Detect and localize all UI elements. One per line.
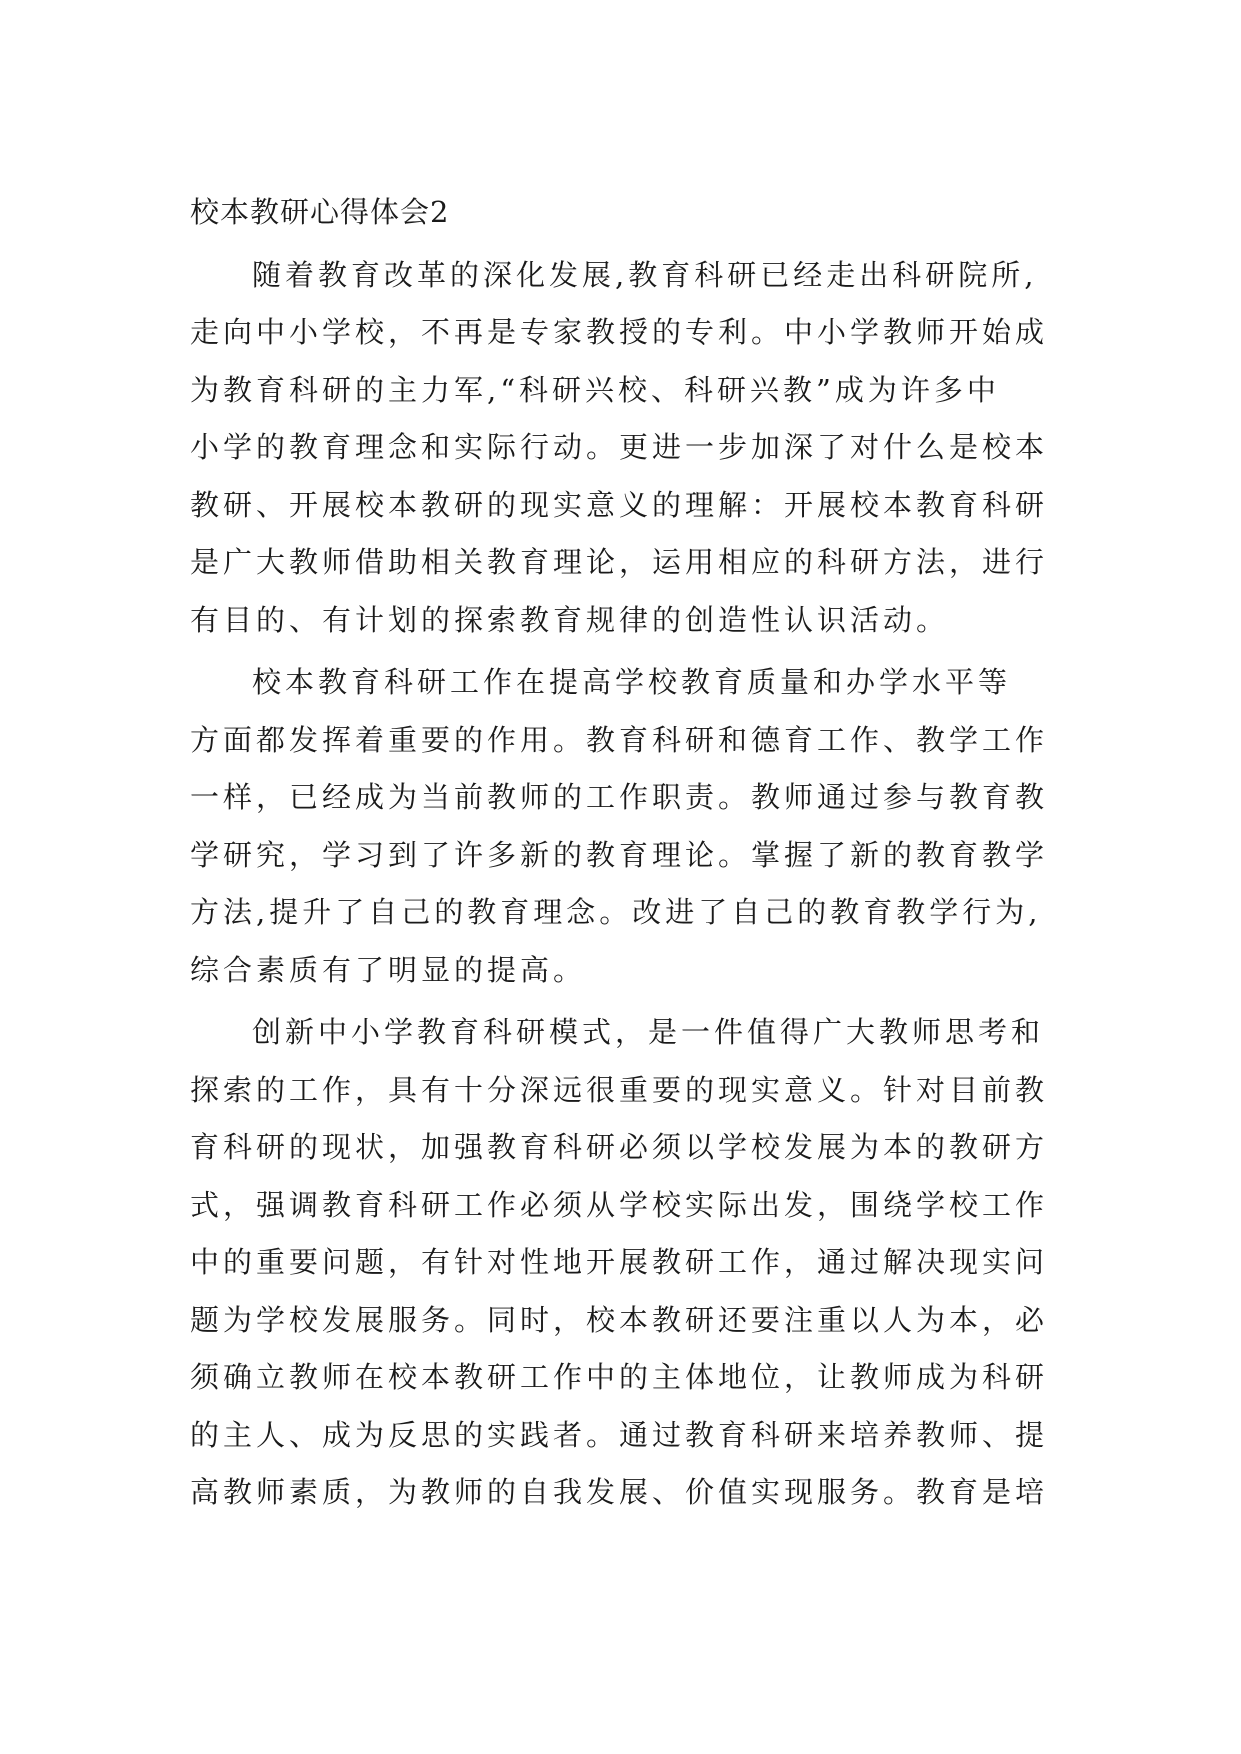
paragraph-3-line-4: 式，强调教育科研工作必须从学校实际出发，围绕学校工作: [190, 1188, 1049, 1222]
paragraph-3-line-3: 育科研的现状，加强教育科研必须以学校发展为本的教研方: [190, 1130, 1049, 1164]
paragraph-3-line-1: 创新中小学教育科研模式，是一件值得广大教师思考和: [252, 1015, 1045, 1049]
paragraph-3-line-7: 须确立教师在校本教研工作中的主体地位，让教师成为科研: [190, 1360, 1049, 1394]
paragraph-2-line-6: 综合素质有了明显的提高。: [190, 953, 587, 987]
paragraph-1-line-1: 随着教育改革的深化发展,教育科研已经走出科研院所,: [252, 258, 1038, 292]
paragraph-1-line-4: 小学的教育理念和实际行动。更进一步加深了对什么是校本: [190, 430, 1049, 464]
paragraph-3-line-8: 的主人、成为反思的实践者。通过教育科研来培养教师、提: [190, 1418, 1049, 1452]
paragraph-2-line-1: 校本教育科研工作在提高学校教育质量和办学水平等: [252, 665, 1012, 699]
document-title: 校本教研心得体会2: [190, 195, 450, 229]
paragraph-1-line-6: 是广大教师借助相关教育理论，运用相应的科研方法，进行: [190, 545, 1049, 579]
paragraph-3-line-2: 探索的工作，具有十分深远很重要的现实意义。针对目前教: [190, 1073, 1049, 1107]
paragraph-1-line-3: 为教育科研的主力军,“科研兴校、科研兴教”成为许多中: [190, 373, 1000, 407]
paragraph-2-line-2: 方面都发挥着重要的作用。教育科研和德育工作、教学工作: [190, 723, 1049, 757]
paragraph-3-line-5: 中的重要问题，有针对性地开展教研工作，通过解决现实问: [190, 1245, 1049, 1279]
paragraph-2-line-5: 方法,提升了自己的教育理念。改进了自己的教育教学行为,: [190, 895, 1042, 929]
paragraph-1-line-5: 教研、开展校本教研的现实意义的理解：开展校本教育科研: [190, 488, 1049, 522]
paragraph-1-line-7: 有目的、有计划的探索教育规律的创造性认识活动。: [190, 603, 950, 637]
paragraph-3-line-9: 高教师素质，为教师的自我发展、价值实现服务。教育是培: [190, 1475, 1049, 1509]
paragraph-2-line-4: 学研究，学习到了许多新的教育理论。掌握了新的教育教学: [190, 838, 1049, 872]
paragraph-2-line-3: 一样，已经成为当前教师的工作职责。教师通过参与教育教: [190, 780, 1049, 814]
paragraph-3-line-6: 题为学校发展服务。同时，校本教研还要注重以人为本，必: [190, 1303, 1049, 1337]
paragraph-1-line-2: 走向中小学校，不再是专家教授的专利。中小学教师开始成: [190, 315, 1049, 349]
